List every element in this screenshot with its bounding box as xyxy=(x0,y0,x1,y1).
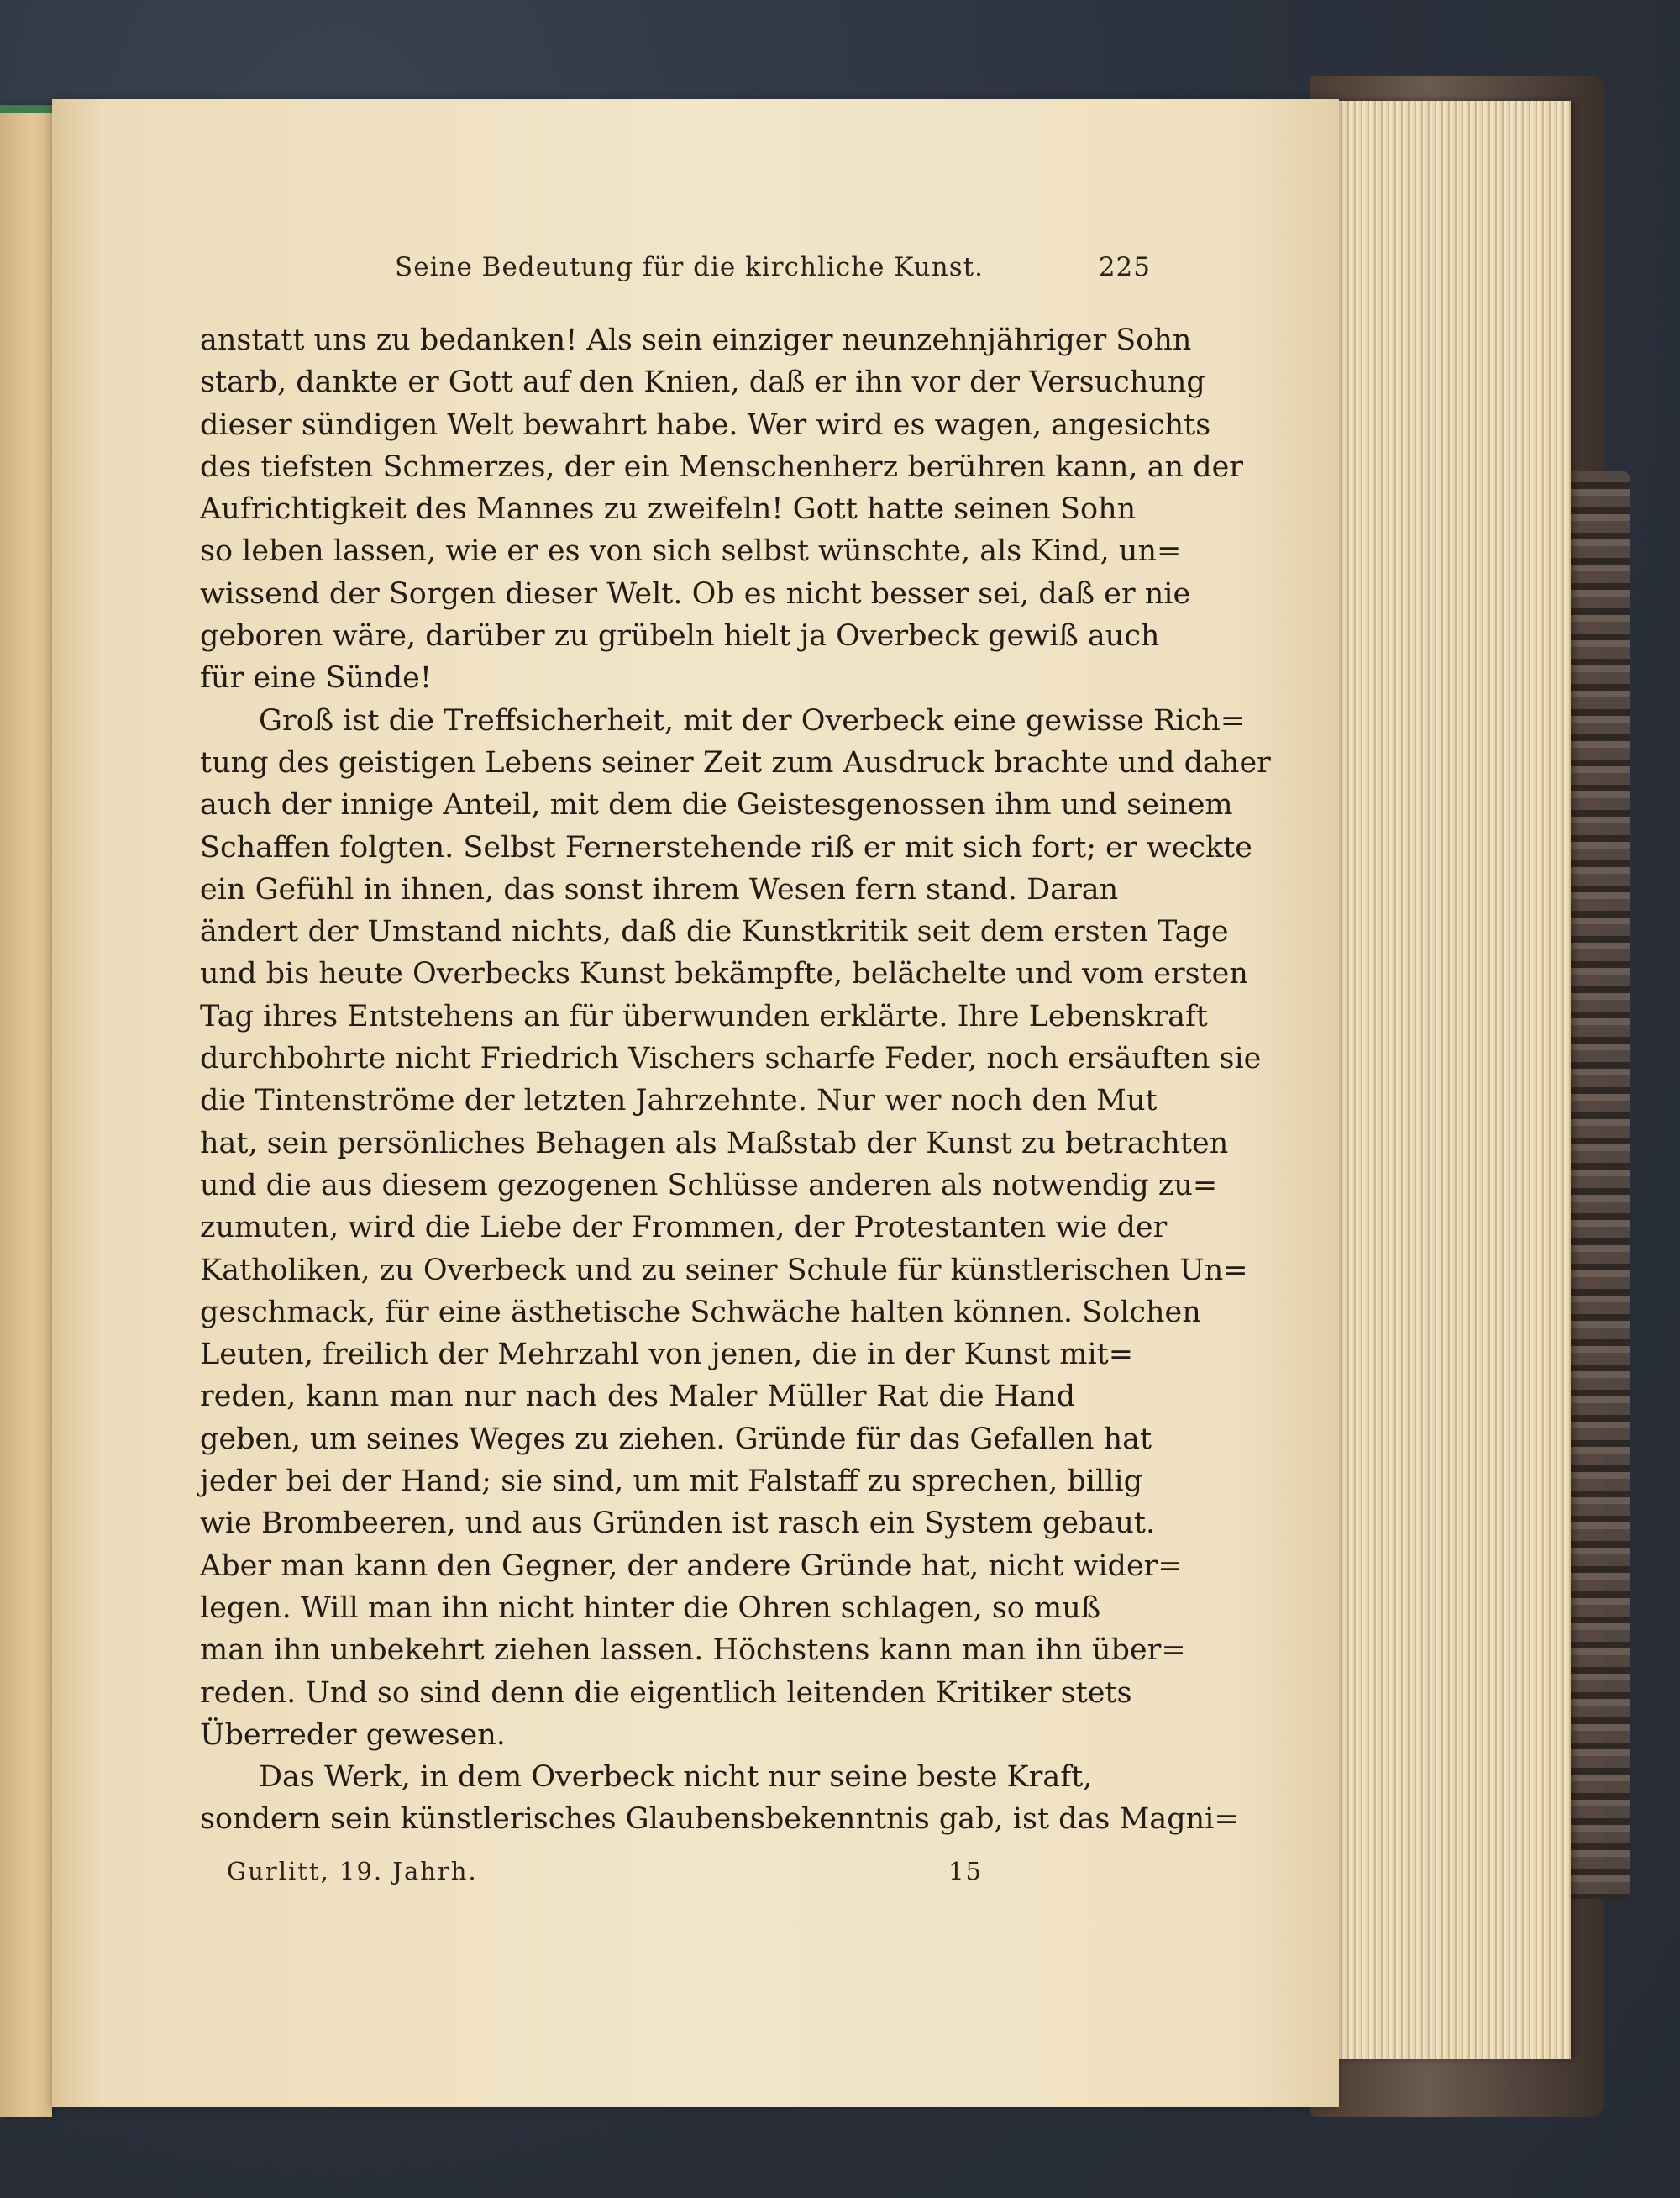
text-line: hat, sein persönliches Behagen als Maßstab der Kunst zu betrachten xyxy=(200,1126,1229,1160)
text-line: dieser sündigen Welt bewahrt habe. Wer wird es wagen, angesichts xyxy=(200,408,1211,442)
text-line: zumuten, wird die Liebe der Frommen, der Protestanten wie der xyxy=(200,1211,1168,1245)
text-line: Überreder gewesen. xyxy=(200,1717,506,1752)
text-line: ein Gefühl in ihnen, das sonst ihrem Wesen fern stand. Daran xyxy=(200,872,1119,907)
text-line: legen. Will man ihn nicht hinter die Ohren schlagen, so muß xyxy=(200,1591,1101,1625)
text-line: durchbohrte nicht Friedrich Vischers scharfe Feder, noch ersäuften sie xyxy=(200,1042,1262,1076)
body-text xyxy=(200,319,1271,1841)
page-edges xyxy=(1331,101,1571,2059)
text-line: sondern sein künstlerisches Glaubensbekenntnis gab, ist das Magni= xyxy=(200,1802,1239,1837)
text-line: Groß ist die Treffsicherheit, mit der Overbeck eine gewisse Rich= xyxy=(259,703,1246,738)
text-line: reden. Und so sind denn die eigentlich leitenden Kritiker stets xyxy=(200,1675,1132,1710)
page-number: 225 xyxy=(1098,252,1151,282)
text-line: reden, kann man nur nach des Maler Müller Rat die Hand xyxy=(200,1380,1075,1414)
left-page-edge xyxy=(0,105,52,2117)
text-line: geboren wäre, darüber zu grübeln hielt ja Overbeck gewiß auch xyxy=(200,619,1160,654)
text-line: für eine Sünde! xyxy=(200,661,432,696)
text-line: wissend der Sorgen dieser Welt. Ob es nicht besser sei, daß er nie xyxy=(200,576,1191,611)
text-line: Aufrichtigkeit des Mannes zu zweifeln! Gott hatte seinen Sohn xyxy=(200,492,1137,527)
signature-mark: Gurlitt, 19. Jahrh. xyxy=(227,1857,478,1885)
text-line: geschmack, für eine ästhetische Schwäche halten können. Solchen xyxy=(200,1295,1201,1329)
text-line: ändert der Umstand nichts, daß die Kunstkritik seit dem ersten Tage xyxy=(200,915,1229,949)
page-footer xyxy=(227,1857,983,1885)
sheet-number: 15 xyxy=(948,1857,983,1885)
text-line: anstatt uns zu bedanken! Als sein einziger neunzehnjähriger Sohn xyxy=(200,323,1192,357)
text-line: Aber man kann den Gegner, der andere Gründe hat, nicht wider= xyxy=(200,1549,1183,1583)
text-line: die Tintenströme der letzten Jahrzehnte. Nur wer noch den Mut xyxy=(200,1084,1158,1118)
text-line: starb, dankte er Gott auf den Knien, daß er ihn vor der Versuchung xyxy=(200,365,1205,400)
text-line: Schaffen folgten. Selbst Fernerstehende riß er mit sich fort; er weckte xyxy=(200,830,1253,865)
text-line: Katholiken, zu Overbeck und zu seiner Schule für künstlerischen Un= xyxy=(200,1253,1248,1287)
running-title: Seine Bedeutung für die kirchliche Kunst. xyxy=(395,252,984,282)
text-line: Das Werk, in dem Overbeck nicht nur seine beste Kraft, xyxy=(259,1760,1093,1795)
text-line: jeder bei der Hand; sie sind, um mit Falstaff zu sprechen, billig xyxy=(200,1464,1142,1499)
text-line: des tiefsten Schmerzes, der ein Menschenherz berühren kann, an der xyxy=(200,450,1244,484)
text-line: geben, um seines Weges zu ziehen. Gründe für das Gefallen hat xyxy=(200,1422,1152,1456)
text-line: auch der innige Anteil, mit dem die Geistesgenossen ihm und seinem xyxy=(200,788,1233,823)
text-line: und die aus diesem gezogenen Schlüsse anderen als notwendig zu= xyxy=(200,1168,1218,1202)
text-line: tung des geistigen Lebens seiner Zeit zum Ausdruck brachte und daher xyxy=(200,745,1271,780)
text-line: Leuten, freilich der Mehrzahl von jenen, die in der Kunst mit= xyxy=(200,1338,1134,1372)
text-line: wie Brombeeren, und aus Gründen ist rasch ein System gebaut. xyxy=(200,1507,1156,1541)
running-head xyxy=(344,252,1151,282)
text-line: Tag ihres Entstehens an für überwunden erklärte. Ihre Lebenskraft xyxy=(200,999,1208,1033)
text-line: und bis heute Overbecks Kunst bekämpfte, belächelte und vom ersten xyxy=(200,957,1248,991)
text-line: so leben lassen, wie er es von sich selbst wünschte, als Kind, un= xyxy=(200,534,1182,569)
text-line: man ihn unbekehrt ziehen lassen. Höchstens kann man ihn über= xyxy=(200,1633,1186,1668)
